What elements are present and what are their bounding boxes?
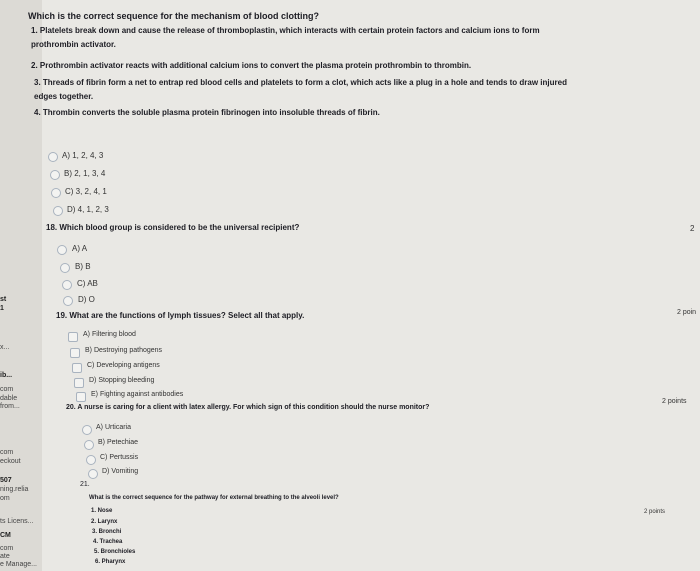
question-19-text: 19. What are the functions of lymph tissues? Select all that apply.: [56, 311, 305, 320]
question-21-text: What is the correct sequence for the pathway for external breathing to the alveoli level?: [89, 495, 339, 501]
sidebar-item[interactable]: e Manage...: [0, 561, 37, 568]
q19-option-b-label[interactable]: B) Destroying pathogens: [85, 347, 163, 354]
q20-option-a-radio[interactable]: [82, 425, 92, 435]
q20-option-d-label[interactable]: D) Vomiting: [102, 468, 139, 475]
q19-option-e-checkbox[interactable]: [76, 392, 86, 402]
q18-option-a-radio[interactable]: [57, 245, 67, 255]
q19-option-d-checkbox[interactable]: [74, 378, 84, 388]
sidebar-item[interactable]: com: [0, 545, 14, 552]
q20-option-c-radio[interactable]: [86, 455, 96, 465]
q19-option-c-label[interactable]: C) Developing antigens: [87, 362, 160, 369]
question-18-points: 2: [690, 224, 695, 233]
q20-option-a-label[interactable]: A) Urticaria: [96, 424, 132, 431]
question-18-text: 18. Which blood group is considered to be the universal recipient?: [46, 223, 300, 232]
q18-option-d-label[interactable]: D) O: [78, 295, 95, 304]
sidebar-item[interactable]: 1: [0, 305, 4, 312]
question-20-text: 20. A nurse is caring for a client with latex allergy. For which sign of this condition should the nurse monitor?: [66, 404, 430, 411]
question-20-points: 2 points: [662, 398, 687, 405]
sidebar-item[interactable]: dable: [0, 395, 18, 402]
q20-option-d-radio[interactable]: [88, 469, 98, 479]
q17-option-c-label[interactable]: C) 3, 2, 4, 1: [65, 187, 107, 196]
sidebar-item[interactable]: ning.relia: [0, 486, 29, 493]
sidebar-item[interactable]: eckout: [0, 458, 21, 465]
question-17-statement: prothrombin activator.: [31, 40, 116, 49]
q17-option-d-radio[interactable]: [53, 206, 63, 216]
q20-option-c-label[interactable]: C) Pertussis: [100, 454, 139, 461]
q19-option-a-checkbox[interactable]: [68, 332, 78, 342]
sidebar-item[interactable]: ib...: [0, 372, 13, 379]
question-17-statement: edges together.: [34, 92, 94, 101]
question-17-statement: 3. Threads of fibrin form a net to entrap red blood cells and platelets to form a clot, which acts like a plug in a hole and tends to draw injured: [34, 78, 567, 87]
q18-option-b-radio[interactable]: [60, 263, 70, 273]
q18-option-a-label[interactable]: A) A: [72, 244, 88, 253]
sidebar-item[interactable]: x...: [0, 344, 10, 351]
sidebar-item[interactable]: om: [0, 495, 10, 502]
question-21-points: 2 points: [644, 509, 666, 515]
q17-option-a-radio[interactable]: [48, 152, 58, 162]
sidebar-item[interactable]: CM: [0, 532, 11, 539]
sidebar-item[interactable]: 507: [0, 477, 12, 484]
q19-option-c-checkbox[interactable]: [72, 363, 82, 373]
sidebar-item[interactable]: com: [0, 449, 14, 456]
q18-option-d-radio[interactable]: [63, 296, 73, 306]
q20-option-b-label[interactable]: B) Petechiae: [98, 439, 139, 446]
q19-option-b-checkbox[interactable]: [70, 348, 80, 358]
question-21-number: 21.: [80, 481, 90, 488]
q17-option-c-radio[interactable]: [51, 188, 61, 198]
sidebar-item[interactable]: st: [0, 296, 7, 303]
q18-option-b-label[interactable]: B) B: [75, 262, 91, 271]
question-17-text: Which is the correct sequence for the mechanism of blood clotting?: [28, 11, 320, 21]
q17-option-d-label[interactable]: D) 4, 1, 2, 3: [67, 205, 109, 214]
question-19-points: 2 poin: [677, 309, 697, 316]
q18-option-c-radio[interactable]: [62, 280, 72, 290]
sidebar-item[interactable]: ts Licens...: [0, 518, 34, 525]
q17-option-a-label[interactable]: A) 1, 2, 4, 3: [62, 151, 104, 160]
question-17-statement: 2. Prothrombin activator reacts with additional calcium ions to convert the plasma protein prothrombin to thrombin.: [31, 61, 472, 70]
q21-item: 1. Nose: [91, 508, 113, 514]
q17-option-b-label[interactable]: B) 2, 1, 3, 4: [64, 169, 106, 178]
q17-option-b-radio[interactable]: [50, 170, 60, 180]
q19-option-e-label[interactable]: E) Fighting against antibodies: [91, 391, 184, 398]
q18-option-c-label[interactable]: C) AB: [77, 279, 98, 288]
q21-item: 5. Bronchioles: [94, 549, 136, 555]
sidebar-item[interactable]: from...: [0, 403, 20, 410]
q20-option-b-radio[interactable]: [84, 440, 94, 450]
q19-option-a-label[interactable]: A) Filtering blood: [83, 331, 136, 338]
question-17-statement: 1. Platelets break down and cause the release of thromboplastin, which interacts with certain protein factors and calcium ions to form: [31, 26, 540, 35]
sidebar-item[interactable]: com: [0, 386, 14, 393]
q21-item: 4. Trachea: [93, 539, 123, 545]
sidebar-item[interactable]: ate: [0, 553, 10, 560]
q21-item: 2. Larynx: [91, 519, 118, 525]
q21-item: 6. Pharynx: [95, 559, 126, 565]
question-17-statement: 4. Thrombin converts the soluble plasma protein fibrinogen into insoluble threads of fibrin.: [34, 108, 380, 117]
q19-option-d-label[interactable]: D) Stopping bleeding: [89, 377, 155, 384]
q21-item: 3. Bronchi: [92, 529, 122, 535]
